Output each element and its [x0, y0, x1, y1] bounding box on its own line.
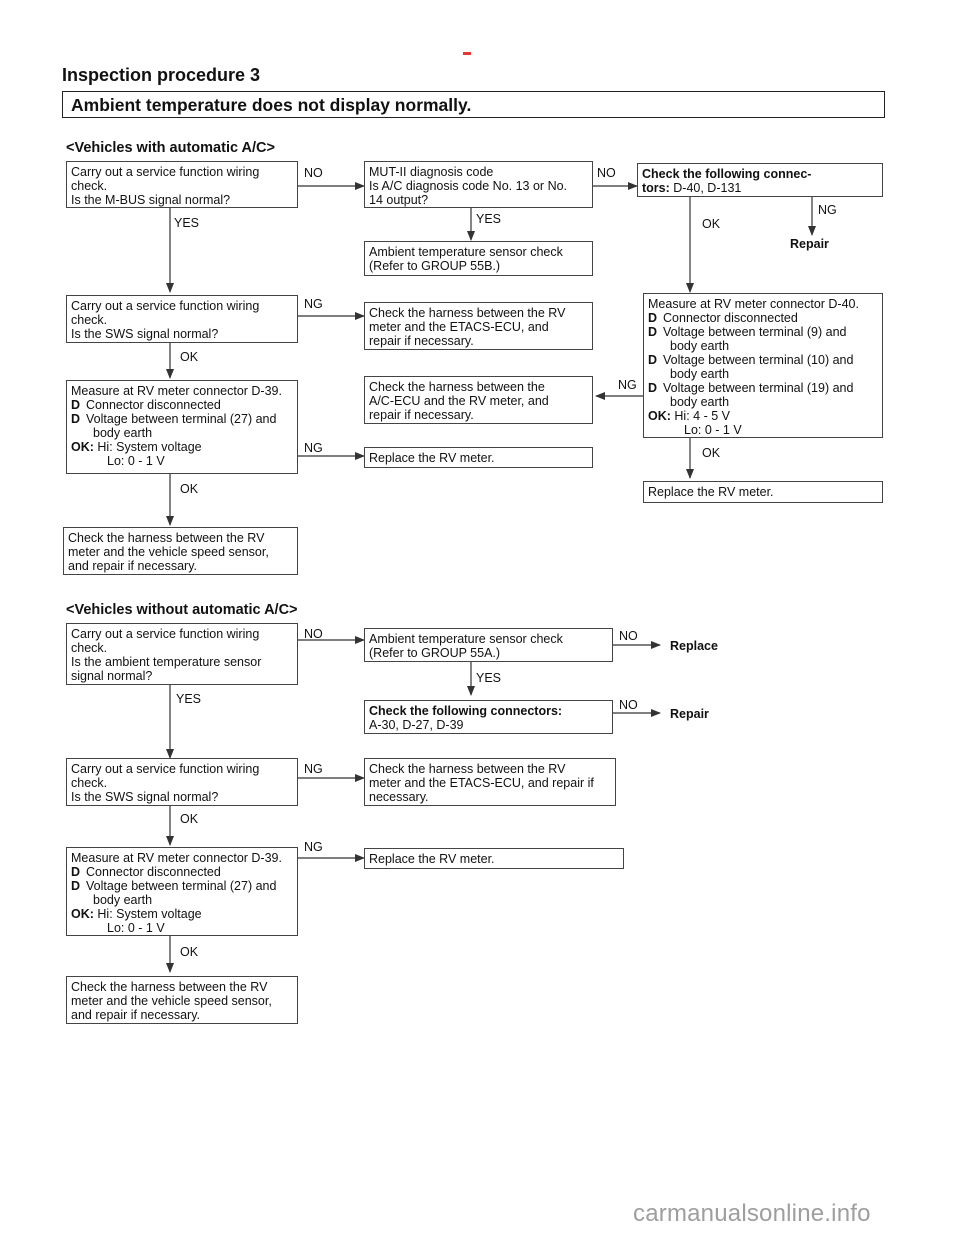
symptom-banner-text: Ambient temperature does not display normally. — [71, 95, 472, 115]
procedure-title: Inspection procedure 3 — [62, 65, 261, 85]
label-ok: OK — [180, 945, 199, 959]
label-no: NO — [597, 166, 616, 180]
label-no: NO — [304, 166, 323, 180]
section-heading-manual: <Vehicles without automatic A/C> — [66, 602, 298, 618]
box-measure-d39-manual: Measure at RV meter connector D-39. D Connector disconnected D Voltage between terminal (27) and body earth OK: Hi: System voltage Lo: 0 - 1 V — [66, 847, 298, 936]
section-heading-auto: <Vehicles with automatic A/C> — [66, 140, 275, 156]
label-repair: Repair — [790, 237, 829, 251]
box-mbus-check: Carry out a service function wiring check. Is the M-BUS signal normal? — [66, 161, 298, 208]
label-ok: OK — [702, 446, 721, 460]
box-replace-rv-meter-manual: Replace the RV meter. — [364, 848, 624, 869]
box-harness-speed-auto: Check the harness between the RV meter and the vehicle speed sensor, and repair if necessary. — [63, 527, 298, 575]
box-sws-check-auto: Carry out a service function wiring check. Is the SWS signal normal? — [66, 295, 298, 343]
box-harness-speed-manual: Check the harness between the RV meter and the vehicle speed sensor, and repair if necessary. — [66, 976, 298, 1024]
label-ng: NG — [304, 762, 323, 776]
bullet-icon: D — [648, 353, 658, 367]
label-ng: NG — [304, 441, 323, 455]
label-no: NO — [619, 629, 638, 643]
bullet-icon: D — [648, 311, 658, 325]
label-yes: YES — [176, 692, 202, 706]
box-ambient-signal-check: Carry out a service function wiring check. Is the ambient temperature sensor signal normal? — [66, 623, 298, 685]
label-ok: OK — [180, 482, 199, 496]
box-harness-acecu: Check the harness between the A/C-ECU and the RV meter, and repair if necessary. — [364, 376, 593, 424]
box-sws-check-manual: Carry out a service function wiring check. Is the SWS signal normal? — [66, 758, 298, 806]
label-repair: Repair — [670, 707, 709, 721]
label-ng: NG — [304, 297, 323, 311]
bullet-icon: D — [71, 879, 81, 893]
label-ng: NG — [618, 378, 637, 392]
bullet-icon: D — [648, 325, 658, 339]
box-replace-rv-meter-1: Replace the RV meter. — [364, 447, 593, 468]
label-no: NO — [304, 627, 323, 641]
bullet-icon: D — [648, 381, 658, 395]
label-ok: OK — [180, 350, 199, 364]
box-replace-rv-meter-2: Replace the RV meter. — [643, 481, 883, 503]
box-measure-d39-auto: Measure at RV meter connector D-39. D Connector disconnected D Voltage between terminal (27) and body earth OK: Hi: System voltage Lo: 0 - 1 V — [66, 380, 298, 474]
label-ok: OK — [702, 217, 721, 231]
bullet-icon: D — [71, 865, 81, 879]
box-check-connectors-auto: Check the following connec- tors: D-40, D-131 — [637, 163, 883, 197]
bullet-icon: D — [71, 398, 81, 412]
box-mut-diagnosis: MUT-II diagnosis code Is A/C diagnosis code No. 13 or No. 14 output? — [364, 161, 593, 208]
label-yes: YES — [174, 216, 200, 230]
watermark-text: carmanualsonline.info — [633, 1200, 871, 1227]
box-check-connectors-manual: Check the following connectors: A-30, D-27, D-39 — [364, 700, 613, 734]
label-ng: NG — [818, 203, 837, 217]
label-replace: Replace — [670, 639, 718, 653]
box-harness-etacs-manual: Check the harness between the RV meter and the ETACS-ECU, and repair if necessary. — [364, 758, 616, 806]
box-harness-etacs-auto: Check the harness between the RV meter and the ETACS-ECU, and repair if necessary. — [364, 302, 593, 350]
box-measure-d40: Measure at RV meter connector D-40. D Connector disconnected D Voltage between terminal (9) and body earth D Voltage between terminal (10) and body earth D Voltage between terminal (19) and body earth OK: Hi: 4 - 5 V Lo: 0 - 1 V — [643, 293, 883, 438]
label-ok: OK — [180, 812, 199, 826]
label-yes: YES — [476, 212, 502, 226]
bullet-icon: D — [71, 412, 81, 426]
label-ng: NG — [304, 840, 323, 854]
box-ambient-sensor-check-auto: Ambient temperature sensor check (Refer to GROUP 55B.) — [364, 241, 593, 276]
box-ambient-sensor-check-manual: Ambient temperature sensor check (Refer to GROUP 55A.) — [364, 628, 613, 662]
label-yes: YES — [476, 671, 502, 685]
label-no: NO — [619, 698, 638, 712]
